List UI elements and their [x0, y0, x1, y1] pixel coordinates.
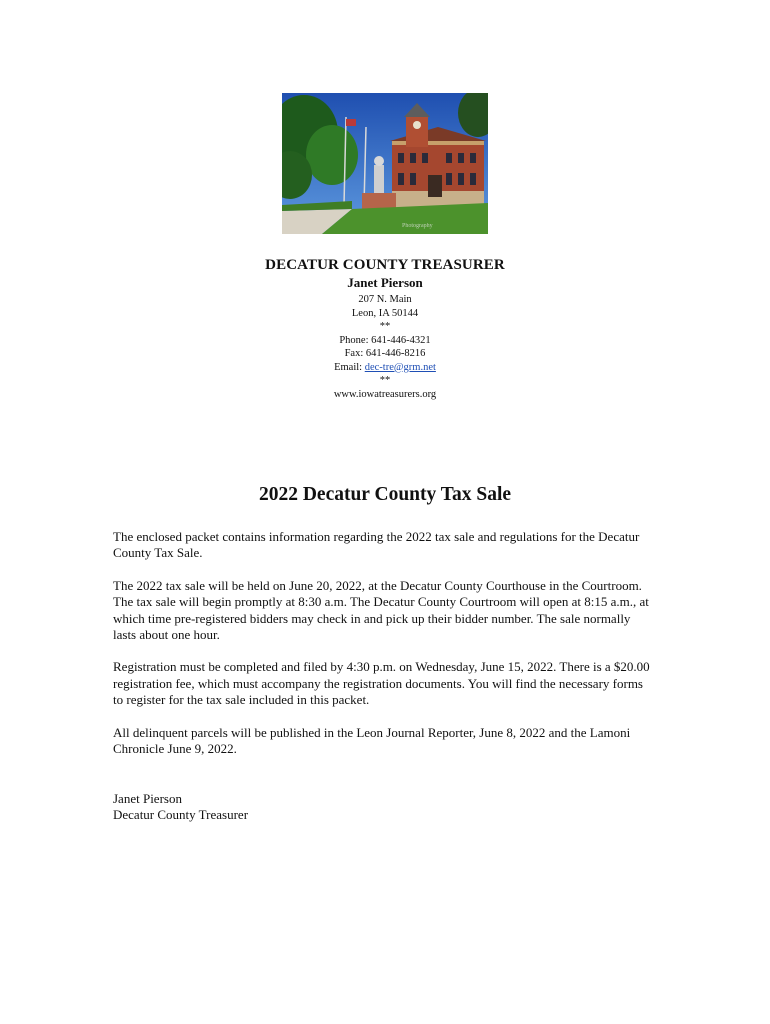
fax-line: Fax: 641-446-8216: [344, 348, 426, 359]
email-link[interactable]: dec-tre@grm.net: [364, 361, 436, 373]
body-text: [113, 529, 653, 773]
courthouse-photo: [282, 93, 488, 234]
document-title: 2022 Decatur County Tax Sale: [258, 484, 512, 505]
letterhead: [0, 256, 770, 401]
paragraph: Registration must be completed and filed by 4:30 p.m. on Wednesday, June 15, 2022. There is a $20.00 registration fee, which must accompany the registration documents. You will find the necessary forms to register for the tax sale included in this packet.: [113, 659, 650, 708]
signature-name: Janet Pierson: [113, 791, 182, 806]
website-line: www.iowatreasurers.org: [333, 388, 437, 400]
address-line-1: 207 N. Main: [358, 294, 412, 305]
phone-line: Phone: 641-446-4321: [339, 334, 431, 346]
paragraph: All delinquent parcels will be published in the Leon Journal Reporter, June 8, 2022 and the Lamoni Chronicle June 9, 2022.: [113, 724, 631, 757]
separator-1: **: [379, 321, 391, 332]
address-line-2: Leon, IA 50144: [351, 307, 419, 319]
separator-2: **: [379, 375, 391, 386]
signature-title: Decatur County Treasurer: [113, 807, 249, 823]
org-name: DECATUR COUNTY TREASURER: [265, 257, 505, 273]
email-label: Email:: [334, 361, 365, 373]
email-line: [0, 361, 770, 375]
signature-block: [113, 791, 248, 824]
paragraph: The enclosed packet contains information regarding the 2022 tax sale and regulations for the Decatur County Tax Sale.: [113, 529, 640, 561]
paragraph: The 2022 tax sale will be held on June 20, 2022, at the Decatur County Courthouse in the Courtroom. The tax sale will begin promptly at 8:30 a.m. The Decatur County Courtroom will open at 8:15 a.m., at which time pre-registered bidders may check in and pick up their bidder number. The sale normally lasts about one hour.: [113, 577, 649, 643]
treasurer-name: Janet Pierson: [347, 275, 423, 290]
photo-watermark: Photography: [402, 223, 433, 229]
